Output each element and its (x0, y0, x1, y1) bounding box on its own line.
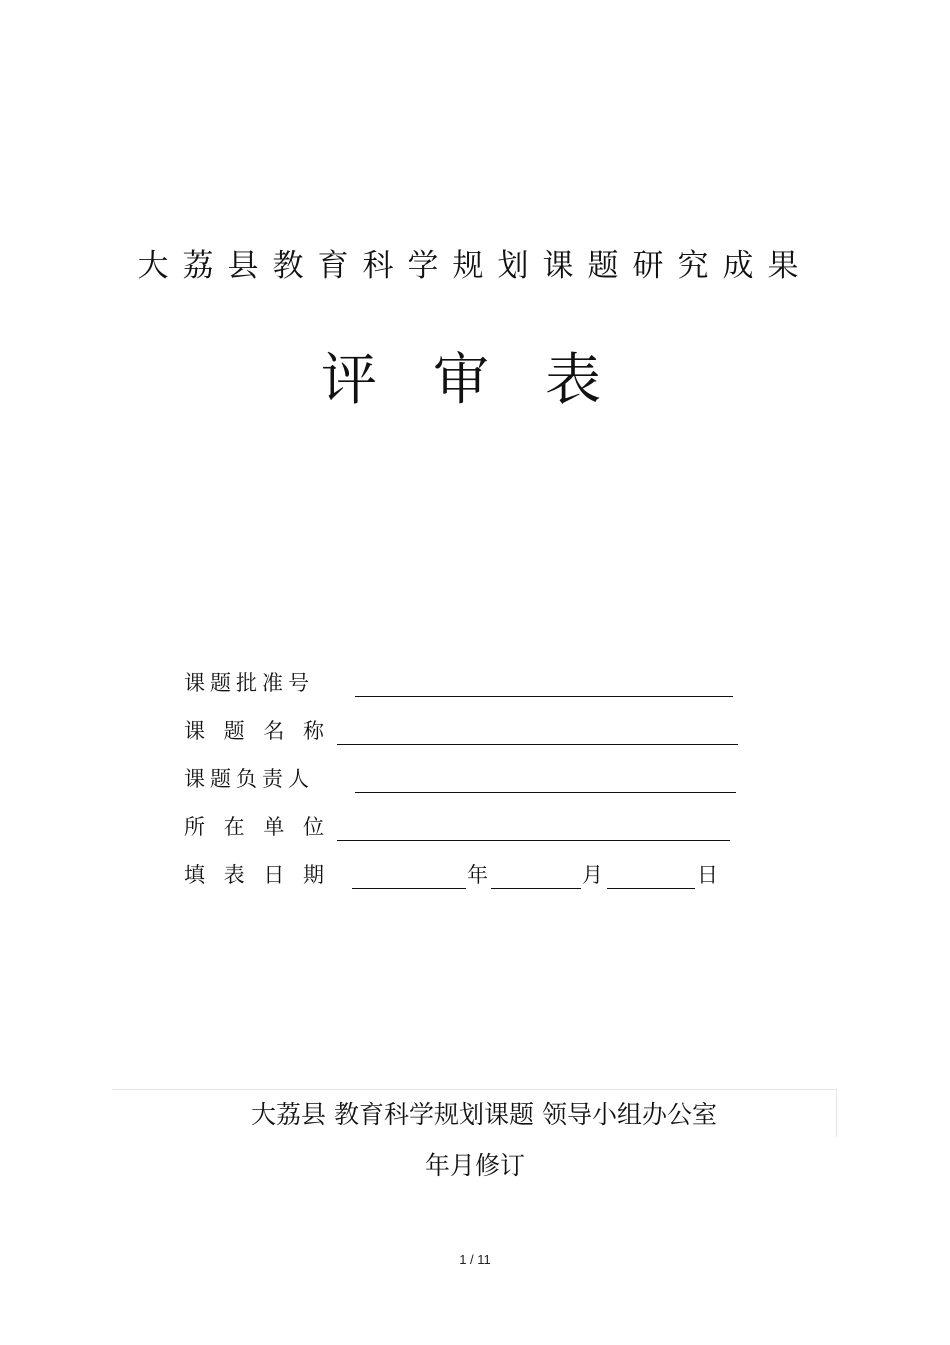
form-row-approval-number (184, 668, 744, 698)
footer-divider (112, 1089, 837, 1090)
form-row-topic-name (184, 716, 744, 746)
approval-number-label: 课题批准号 (184, 671, 314, 695)
form-row-unit (184, 812, 744, 842)
year-line (352, 888, 466, 889)
topic-name-label: 课 题 名 称 (184, 719, 331, 743)
unit-line (337, 840, 730, 841)
document-title: 大荔县教育科学规划课题研究成果 (137, 248, 813, 284)
responsible-person-label: 课题负责人 (184, 767, 314, 791)
unit-label: 所 在 单 位 (184, 815, 331, 839)
day-line (607, 888, 695, 889)
year-label: 年 (467, 863, 488, 887)
footer-revision: 年月修订 (424, 1151, 525, 1180)
footer-organization: 大荔县 教育科学规划课题 领导小组办公室 (251, 1100, 717, 1129)
document-subtitle: 评审表 (321, 348, 657, 413)
topic-name-line (337, 744, 738, 745)
fill-date-label: 填 表 日 期 (184, 863, 331, 887)
day-label: 日 (697, 863, 718, 887)
month-line (491, 888, 581, 889)
form-row-fill-date (184, 860, 744, 890)
responsible-person-line (355, 792, 736, 793)
month-label: 月 (582, 863, 603, 887)
form-row-responsible-person (184, 764, 744, 794)
approval-number-line (355, 696, 733, 697)
page-number: 1 / 11 (459, 1252, 491, 1267)
